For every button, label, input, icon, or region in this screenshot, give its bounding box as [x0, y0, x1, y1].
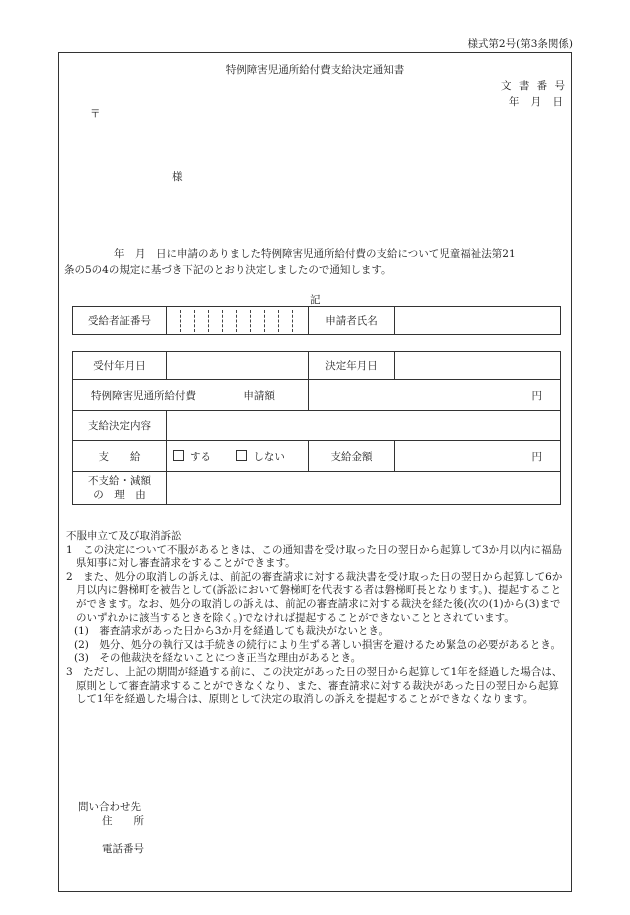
body-text-line1: 年 月 日に申請のありました特例障害児通所給付費の支給について児童福祉法第21	[114, 248, 516, 260]
checkbox-no[interactable]	[236, 450, 247, 461]
option-yes-label: する	[190, 450, 211, 463]
inquiry-label: 問い合わせ先	[78, 801, 141, 813]
reason-label-line2: の 理 由	[93, 489, 146, 501]
benefit-cell	[73, 380, 309, 411]
digit-divider	[180, 310, 181, 332]
appeal-notes	[66, 530, 566, 707]
payment-amount-field[interactable]	[395, 441, 561, 472]
document-number-label: 文 書 番 号	[500, 80, 567, 92]
digit-divider	[222, 310, 223, 332]
recipient-number-field[interactable]	[167, 307, 309, 335]
note-sub-1: (1) 審査請求があった日から3か月を経過しても裁決がないとき。	[74, 625, 390, 638]
checkbox-yes[interactable]	[173, 450, 184, 461]
applicant-name-field[interactable]	[395, 307, 561, 335]
applicant-name-label: 申請者氏名	[309, 307, 395, 335]
digit-divider	[194, 310, 195, 332]
payment-options	[167, 441, 309, 472]
payment-label: 支 給	[73, 441, 167, 472]
postal-mark: 〒	[90, 108, 101, 120]
digit-divider	[208, 310, 209, 332]
digit-divider	[264, 310, 265, 332]
date-label: 年 月 日	[508, 96, 567, 108]
note-item-3: 3 ただし、上記の期間が経過する前に、この決定があった日の翌日から起算して1年を経過した場合は、原則として審査請求することができなくなり、また、審査請求に対する裁決があった日の翌日から起算して1年を経過した場合は、原則として決定の取消しの訴えを提起することができなくなります。	[66, 665, 563, 706]
benefit-label: 特例障害児通所給付費	[91, 389, 196, 402]
decision-content-label: 支給決定内容	[73, 411, 167, 441]
option-no-label: しない	[253, 450, 285, 463]
requested-amount-label: 申請額	[243, 389, 275, 402]
notes-heading: 不服申立て及び取消訴訟	[66, 530, 182, 542]
page-title: 特例障害児通所給付費支給決定通知書	[225, 64, 405, 76]
digit-divider	[292, 310, 293, 332]
reason-label-line1: 不支給・減額	[88, 475, 151, 487]
yen-unit: 円	[531, 389, 542, 402]
payment-amount-label: 支給金額	[309, 441, 395, 472]
received-date-label: 受付年月日	[73, 352, 167, 380]
decision-content-field[interactable]	[167, 411, 561, 441]
decision-date-field[interactable]	[395, 352, 561, 380]
form-number: 様式第2号(第3条関係)	[467, 38, 573, 50]
digit-divider	[250, 310, 251, 332]
address-label: 住 所	[102, 815, 144, 827]
body-text-line2: 条の5の4の規定に基づき下記のとおり決定しましたので通知します。	[64, 264, 392, 276]
addressee-sama: 様	[172, 171, 183, 183]
reason-field[interactable]	[167, 472, 561, 505]
decision-date-label: 決定年月日	[309, 352, 395, 380]
digit-divider	[236, 310, 237, 332]
note-sub-2: (2) 処分、処分の執行又は手続きの続行により生ずる著しい損害を避けるため緊急の必要があるとき。	[74, 638, 561, 651]
recipient-number-label: 受給者証番号	[73, 307, 167, 335]
reason-label	[73, 472, 167, 505]
phone-label: 電話番号	[102, 843, 144, 855]
requested-amount-field[interactable]	[309, 380, 561, 411]
note-item-1: 1 この決定について不服があるときは、この通知書を受け取った日の翌日から起算して3か月以内に福島県知事に対し審査請求をすることができます。	[66, 543, 563, 570]
digit-divider	[278, 310, 279, 332]
ki-heading: 記	[310, 294, 321, 306]
decision-table	[72, 351, 561, 505]
received-date-field[interactable]	[167, 352, 309, 380]
recipient-table	[72, 306, 561, 335]
note-item-2: 2 また、処分の取消しの訴えは、前記の審査請求に対する裁決書を受け取った日の翌日から起算して6か月以内に磐梯町を被告として(訴訟において磐梯町を代表する者は磐梯町長となります。)、提起することができます。なお、処分の取消しの訴えは、前記の審査請求に対する裁決を経た後(次の(1)から(3)までのいずれかに該当するときを除く。)でなければ提起することができないこととされています。	[66, 570, 563, 624]
note-sub-3: (3) その他裁決を経ないことにつき正当な理由があるとき。	[74, 652, 362, 665]
yen-unit: 円	[531, 450, 542, 463]
